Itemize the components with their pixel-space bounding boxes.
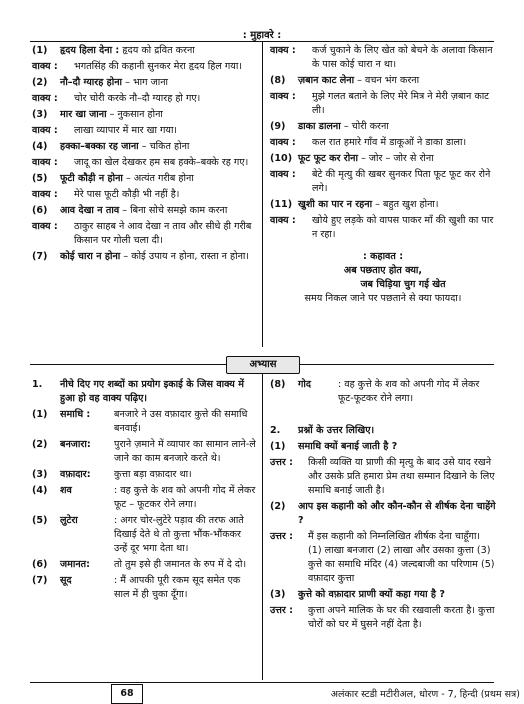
question-1-number: 1. [32, 379, 43, 390]
qa-question [270, 500, 496, 528]
word-item-text: : वह कुत्ते के शव को अपनी गोद में लेकर फूट – फूटकर रोने लगा। [114, 485, 256, 510]
idiom-left-number: (1) [32, 45, 48, 56]
word-item-number: (3) [32, 469, 48, 480]
proverb-heading: : कहावत : [362, 251, 404, 262]
qa-question [270, 588, 496, 602]
idiom-left-number: (5) [32, 173, 48, 184]
idiom-left-entry [32, 250, 256, 264]
idiom-right-idiom-term: ज़बान काट लेना [298, 75, 355, 86]
idiom-left-entry [32, 172, 256, 186]
idiom-right-entry [270, 44, 496, 72]
qa-answer [270, 604, 496, 632]
idiom-right-sentence-label: वाक्य : [270, 45, 296, 56]
question-1-text: नीचे दिए गए शब्दों का प्रयोग इकाई के जिस वाक्य में हुआ हो वह वाक्य पढ़िए। [60, 379, 244, 404]
idiom-left-entry [32, 92, 256, 106]
word-item-term: बनजारा: [60, 439, 91, 450]
word-item-text: कुत्ता बड़ा वफ़ादार था। [114, 469, 192, 480]
idiom-left-idiom [60, 172, 256, 186]
idiom-left-idiom [60, 44, 256, 58]
idiom-left-entry [32, 60, 256, 74]
word-item-text: पुराने ज़माने में व्यापार का सामान लाने-ले जाने का काम बनजारे करते थे। [114, 439, 256, 464]
word-item-8 [270, 378, 496, 406]
idiom-left-sentence: मेरे पास फूटी कौड़ी भी नहीं है। [74, 189, 180, 200]
qa-answer-text: किसी व्यक्ति या प्राणी की मृत्यु के बाद उसे याद रखने और उसके प्रति हमारा प्रेम तथा सम्मान दिखाने के लिए समाधि बनाई जाती है। [308, 457, 495, 496]
qa-question [270, 440, 496, 454]
idiom-right-idiom [298, 74, 496, 88]
idiom-left-number: (7) [32, 251, 48, 262]
column-divider-top [262, 41, 263, 347]
idiom-left-idiom-meaning: – बिना सोचे समझे काम करना [122, 205, 228, 216]
question-2-text: प्रश्नों के उत्तर लिखिए। [298, 425, 375, 436]
idiom-left-idiom-meaning: – कोई उपाय न होना, रास्ता न होना। [123, 251, 250, 262]
idiom-right-sentence: कर्ज चुकाने के लिए खेत को बेचने के अलावा किसान के पास कोई चारा न था। [312, 45, 493, 70]
idiom-right-sentence: बेटे की मृत्यु की खबर सुनकर पिता फूट फूट कर रोने लगे। [312, 169, 491, 194]
qa-answer-text: कुत्ता अपने मालिक के घर की रखवाली करता है। कुत्ता चोरों को घर में घुसने नहीं देता है। [308, 605, 495, 630]
idiom-left-number: (6) [32, 205, 48, 216]
idiom-left-entry [32, 188, 256, 202]
idiom-left-sentence: चोर चोरी करके नौ–दौ ग्यारह हो गए। [74, 93, 201, 104]
idiom-right-entry [270, 214, 496, 242]
idiom-right-entry [270, 168, 496, 196]
word-item-8-term: गोद [298, 379, 311, 390]
qa-answer [270, 456, 496, 498]
qa-question-text: समाधि क्यों बनाई जाती है ? [298, 441, 398, 452]
idiom-right-sentence-label: वाक्य : [270, 169, 296, 180]
idiom-left-sentence-label: वाक्य : [32, 61, 58, 72]
qa-answer-label: उत्तर : [270, 531, 293, 542]
idiom-right-entry [270, 74, 496, 88]
word-item-term: समाधि : [60, 409, 91, 420]
idiom-left-sentence-label: वाक्य : [32, 93, 58, 104]
idiom-left-idiom-term: फूटी कौड़ी न होना [60, 173, 123, 184]
idiom-left-entry [32, 156, 256, 170]
idiom-right-entry [270, 136, 496, 150]
idiom-left-idiom-term: आव देखा न ताव [60, 205, 120, 216]
exercise-left-column [32, 378, 256, 604]
idiom-left-idiom [60, 140, 256, 154]
word-item [32, 468, 256, 482]
idiom-left-number: (2) [32, 77, 48, 88]
word-item-term: जमानत: [60, 559, 90, 570]
idiom-left-number: (3) [32, 109, 48, 120]
exercise-right-column [270, 378, 496, 634]
idiom-left-idiom [60, 76, 256, 90]
word-item-number: (4) [32, 485, 48, 496]
proverb-line-2: जब चिड़िया चुग गई खेत [360, 279, 446, 290]
word-item [32, 574, 256, 602]
idiom-left-idiom-meaning: – नुकसान होना [109, 109, 163, 120]
page-footer [0, 684, 524, 703]
word-item-number: (6) [32, 559, 48, 570]
question-2 [270, 424, 496, 438]
word-item [32, 438, 256, 466]
footer-text: अलंकार स्टडी मटीरीअल, धोरण - 7, हिन्दी (प्रथम सत्र) [330, 689, 520, 700]
word-item [32, 514, 256, 556]
idiom-left-entry [32, 108, 256, 122]
qa-question-number: (3) [270, 589, 286, 600]
idiom-right-idiom-meaning: – जोर – जोर से रोना [361, 153, 434, 164]
word-item-text: : मैं आपकी पूरी रकम सूद समेत एक साल में ही चुका दूँगा। [114, 575, 241, 600]
idiom-left-entry [32, 204, 256, 218]
idiom-right-idiom-meaning: – चोरी करना [343, 121, 389, 132]
proverb-meaning: समय निकल जाने पर पछताने से क्या फायदा। [304, 293, 462, 304]
idioms-right-column [270, 44, 496, 306]
idiom-right-number: (10) [270, 153, 293, 164]
word-item-8-text: : वह कुत्ते के शव को अपनी गोद में लेकर फूट-फूटकर रोने लगा। [338, 379, 480, 404]
word-item-text: तो तुम इसे ही जमानत के रुप में दे दो। [114, 559, 247, 570]
proverb-block [270, 250, 496, 306]
idiom-right-number: (11) [270, 199, 293, 210]
idiom-right-sentence-label: वाक्य : [270, 91, 296, 102]
idiom-left-idiom-term: मार खा जाना [60, 109, 107, 120]
idioms-heading: : मुहावरे : [242, 30, 282, 41]
idiom-right-entry [270, 198, 496, 212]
idiom-left-entry [32, 124, 256, 138]
word-item-term: सूद [60, 575, 72, 586]
qa-answer-text: मैं इस कहानी को निम्नलिखित शीर्षक देना चाहूँगा। (1) लाखा बनजारा (2) लाखा और उसका कुत्ता (3) कुत्ते का समाधि मंदिर (4) जल्दबाजी का परिणाम (5) वफ़ादार कुत्ता [308, 531, 495, 584]
word-item-number: (5) [32, 515, 48, 526]
proverb-line-1: अब पछताए होत क्या, [343, 265, 423, 276]
idiom-left-entry [32, 140, 256, 154]
idiom-left-sentence-label: वाक्य : [32, 125, 58, 136]
word-item-text: : अगर चोर-लुटेरे पड़ाव की तरफ आते दिखाई देते थे तो कुत्ता भौंक-भौंककर उन्हें दूर भगा देता था। [114, 515, 244, 554]
idiom-left-idiom-meaning: हृदय को द्रवित करना [122, 45, 195, 56]
idiom-left-sentence-label: वाक्य : [32, 221, 58, 232]
idioms-left-column [32, 44, 256, 266]
idiom-right-idiom-term: खुशी का पार न रहना [298, 199, 373, 210]
idiom-right-entry [270, 152, 496, 166]
word-item-term: लुटेरा [60, 515, 78, 526]
idiom-right-idiom [298, 152, 496, 166]
idiom-left-entry [32, 76, 256, 90]
idiom-right-sentence: मुझे गलत बताने के लिए मेरे मित्र ने मेरी ज़बान काट ली। [312, 91, 490, 116]
idiom-right-idiom [298, 198, 496, 212]
idiom-left-idiom [60, 250, 256, 264]
idiom-left-sentence-label: वाक्य : [32, 157, 58, 168]
idiom-right-entry [270, 120, 496, 134]
idiom-left-idiom-term: हक्का–बक्का रह जाना [60, 141, 139, 152]
word-item-term: वफ़ादार: [60, 469, 91, 480]
idiom-left-entry [32, 220, 256, 248]
column-divider-bottom [262, 374, 263, 680]
word-item-text: बनजारे ने उस वफ़ादार कुत्ते की समाधि बनवाई। [114, 409, 248, 434]
idiom-left-entry [32, 44, 256, 58]
qa-question-text: आप इस कहानी को और कौन-कौन से शीर्षक देना चाहेंगे ? [298, 501, 496, 526]
idiom-left-sentence: ठाकुर साहब ने आव देखा न ताव और सीधे ही गरीब किसान पर गोली चला दी। [74, 221, 252, 246]
idiom-left-idiom-meaning: – अत्यंत गरीब होना [125, 173, 194, 184]
exercise-heading: अभ्यास [226, 356, 300, 374]
idiom-left-number: (4) [32, 141, 48, 152]
idiom-right-sentence-label: वाक्य : [270, 137, 296, 148]
word-item [32, 558, 256, 572]
idiom-right-sentence-label: वाक्य : [270, 215, 296, 226]
idiom-right-number: (8) [270, 75, 286, 86]
footer-rule [30, 682, 494, 683]
qa-answer-label: उत्तर : [270, 457, 293, 468]
idiom-right-idiom-meaning: – बहुत खुश होना। [375, 199, 439, 210]
word-item-number: (1) [32, 409, 48, 420]
word-item-number: (7) [32, 575, 48, 586]
section-rule-left [30, 364, 226, 365]
idiom-left-sentence: लाखा व्यापार में मार खा गया। [74, 125, 178, 136]
question-2-number: 2. [270, 425, 281, 436]
idiom-left-idiom-term: कोई चारा न होना [60, 251, 121, 262]
page-number: 68 [111, 684, 143, 704]
idiom-right-idiom [298, 120, 496, 134]
idiom-left-idiom-term: हृदय हिला देना : [60, 45, 120, 56]
word-item-8-number: (8) [270, 379, 286, 390]
idiom-left-sentence-label: वाक्य : [32, 189, 58, 200]
qa-question-text: कुत्ते को वफ़ादार प्राणी क्यों कहा गया है ? [298, 589, 445, 600]
qa-question-number: (1) [270, 441, 286, 452]
idiom-left-idiom-term: नौ–दौ ग्यारह होना [60, 77, 123, 88]
idiom-left-sentence: जादू का खेल देखकर हम सब हक्के–बक्के रह गए। [74, 157, 249, 168]
idiom-right-sentence: खोये हुए लड़के को वापस पाकर माँ की खुशी का पार न रहा। [312, 215, 494, 240]
qa-answer [270, 530, 496, 586]
idiom-left-idiom [60, 108, 256, 122]
idiom-right-idiom-meaning: – वचन भंग करना [357, 75, 420, 86]
qa-answer-label: उत्तर : [270, 605, 293, 616]
word-item [32, 484, 256, 512]
question-1 [32, 378, 256, 406]
idiom-right-number: (9) [270, 121, 286, 132]
idiom-right-sentence: कल रात हमारे गाँव में डाकूओं ने डाका डाला। [312, 137, 467, 148]
idiom-left-idiom-meaning: – भाग जाना [125, 77, 169, 88]
idiom-right-entry [270, 90, 496, 118]
idiom-right-idiom-term: फूट फूट कर रोना [298, 153, 358, 164]
idiom-left-idiom-meaning: – चकित होना [141, 141, 190, 152]
word-item-number: (2) [32, 439, 48, 450]
section-rule-right [298, 364, 494, 365]
idiom-left-idiom [60, 204, 256, 218]
word-item-term: शव [60, 485, 72, 496]
idiom-right-idiom-term: डाका डालना [298, 121, 341, 132]
idiom-left-sentence: भगतसिंह की कहानी सुनकर मेरा हृदय हिल गया। [74, 61, 242, 72]
qa-question-number: (2) [270, 501, 286, 512]
word-item [32, 408, 256, 436]
